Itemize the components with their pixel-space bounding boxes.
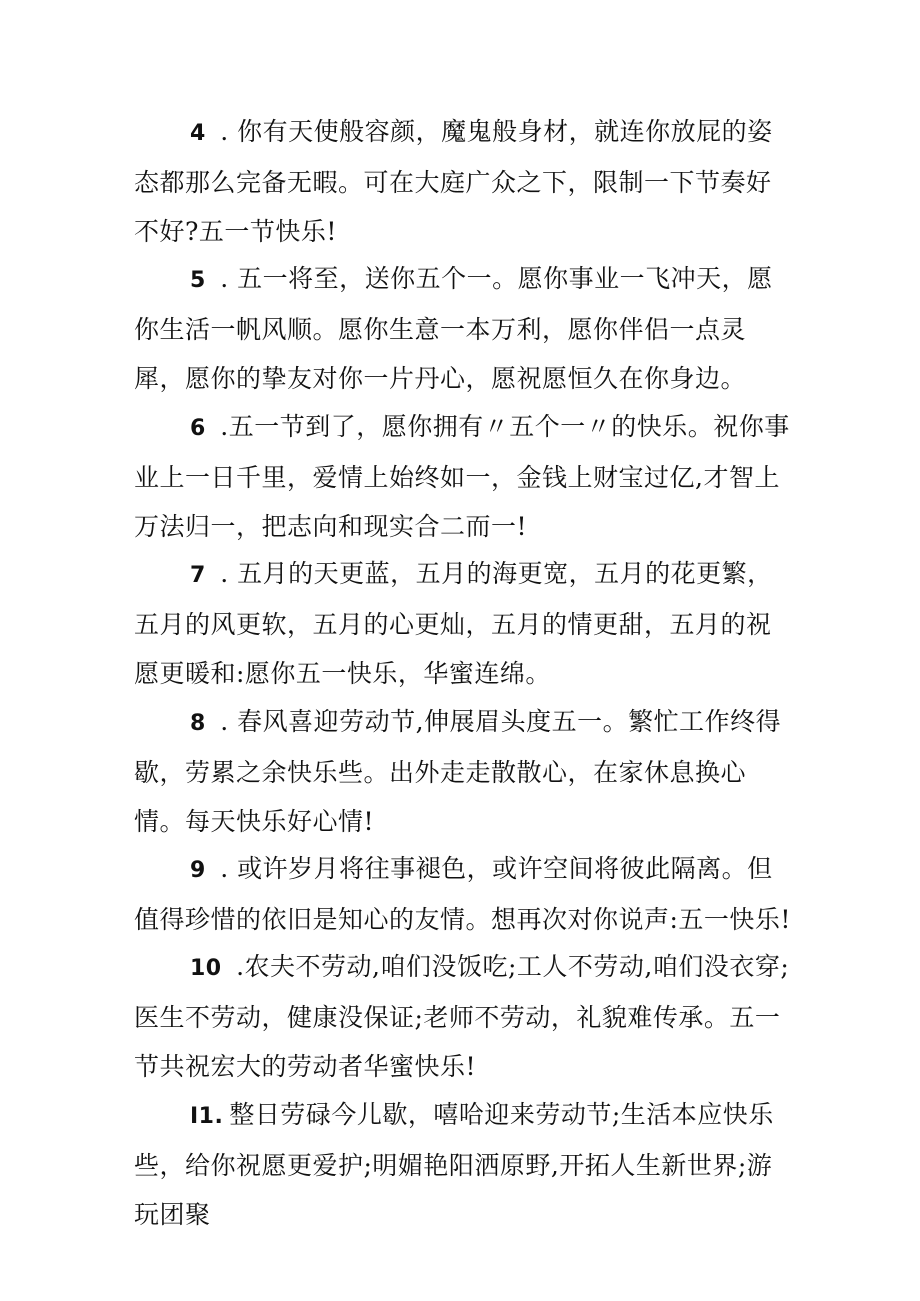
item-number: 6: [190, 416, 206, 441]
item-number: 8: [190, 711, 206, 736]
item-text: 整日劳碌今儿歇，嘻哈迎来劳动节;生活本应快乐些，给你祝愿更爱护;明媚艳阳洒原野,开拓人生新世界;游玩团聚: [134, 1100, 774, 1229]
paragraph-item-10: [134, 942, 794, 1091]
item-number: 7: [190, 563, 206, 588]
item-text: . 你有天使般容颜，魔鬼般身材，就连你放屁的姿态都那么完备无暇。可在大庭广众之下，限制一下节奏好不好?五一节快乐!: [134, 117, 773, 246]
item-number: 10: [190, 956, 222, 981]
paragraph-item-5: [134, 254, 794, 403]
item-text: . 或许岁月将往事褪色，或许空间将彼此隔离。但值得珍惜的依旧是知心的友情。想再次对你说声:五一快乐!: [134, 854, 791, 934]
paragraph-item-7: [134, 549, 794, 698]
paragraph-item-11: [134, 1090, 794, 1239]
item-number: 9: [190, 858, 206, 883]
item-number: 4: [190, 121, 206, 146]
item-text: .农夫不劳动,咱们没饭吃;工人不劳动,咱们没衣穿;医生不劳动，健康没保证;老师不劳动，礼貌难传承。五一节共祝宏大的劳动者华蜜快乐!: [134, 952, 790, 1081]
item-number: I1.: [190, 1104, 224, 1129]
paragraph-item-4: [134, 107, 794, 256]
item-text: . 春风喜迎劳动节,伸展眉头度五一。繁忙工作终得歇，劳累之余快乐些。出外走走散散心，在家休息换心情。每天快乐好心情!: [134, 707, 782, 836]
item-text: . 五月的天更蓝，五月的海更宽，五月的花更繁，五月的风更软，五月的心更灿，五月的情更甜，五月的祝愿更暖和:愿你五一快乐，华蜜连绵。: [134, 559, 773, 688]
item-number: 5: [190, 268, 206, 293]
item-text: .五一节到了，愿你拥有〃五个一〃的快乐。祝你事业上一日千里，爱情上始终如一，金钱上财宝过亿,才智上万法归一，把志向和现实合二而一!: [134, 412, 790, 541]
paragraph-item-6: [134, 402, 794, 551]
paragraph-item-8: [134, 697, 794, 846]
item-text: . 五一将至，送你五个一。愿你事业一飞冲天，愿你生活一帆风顺。愿你生意一本万利，愿你伴侣一点灵犀，愿你的挚友对你一片丹心，愿祝愿恒久在你身边。: [134, 264, 773, 393]
paragraph-item-9: [134, 844, 794, 944]
